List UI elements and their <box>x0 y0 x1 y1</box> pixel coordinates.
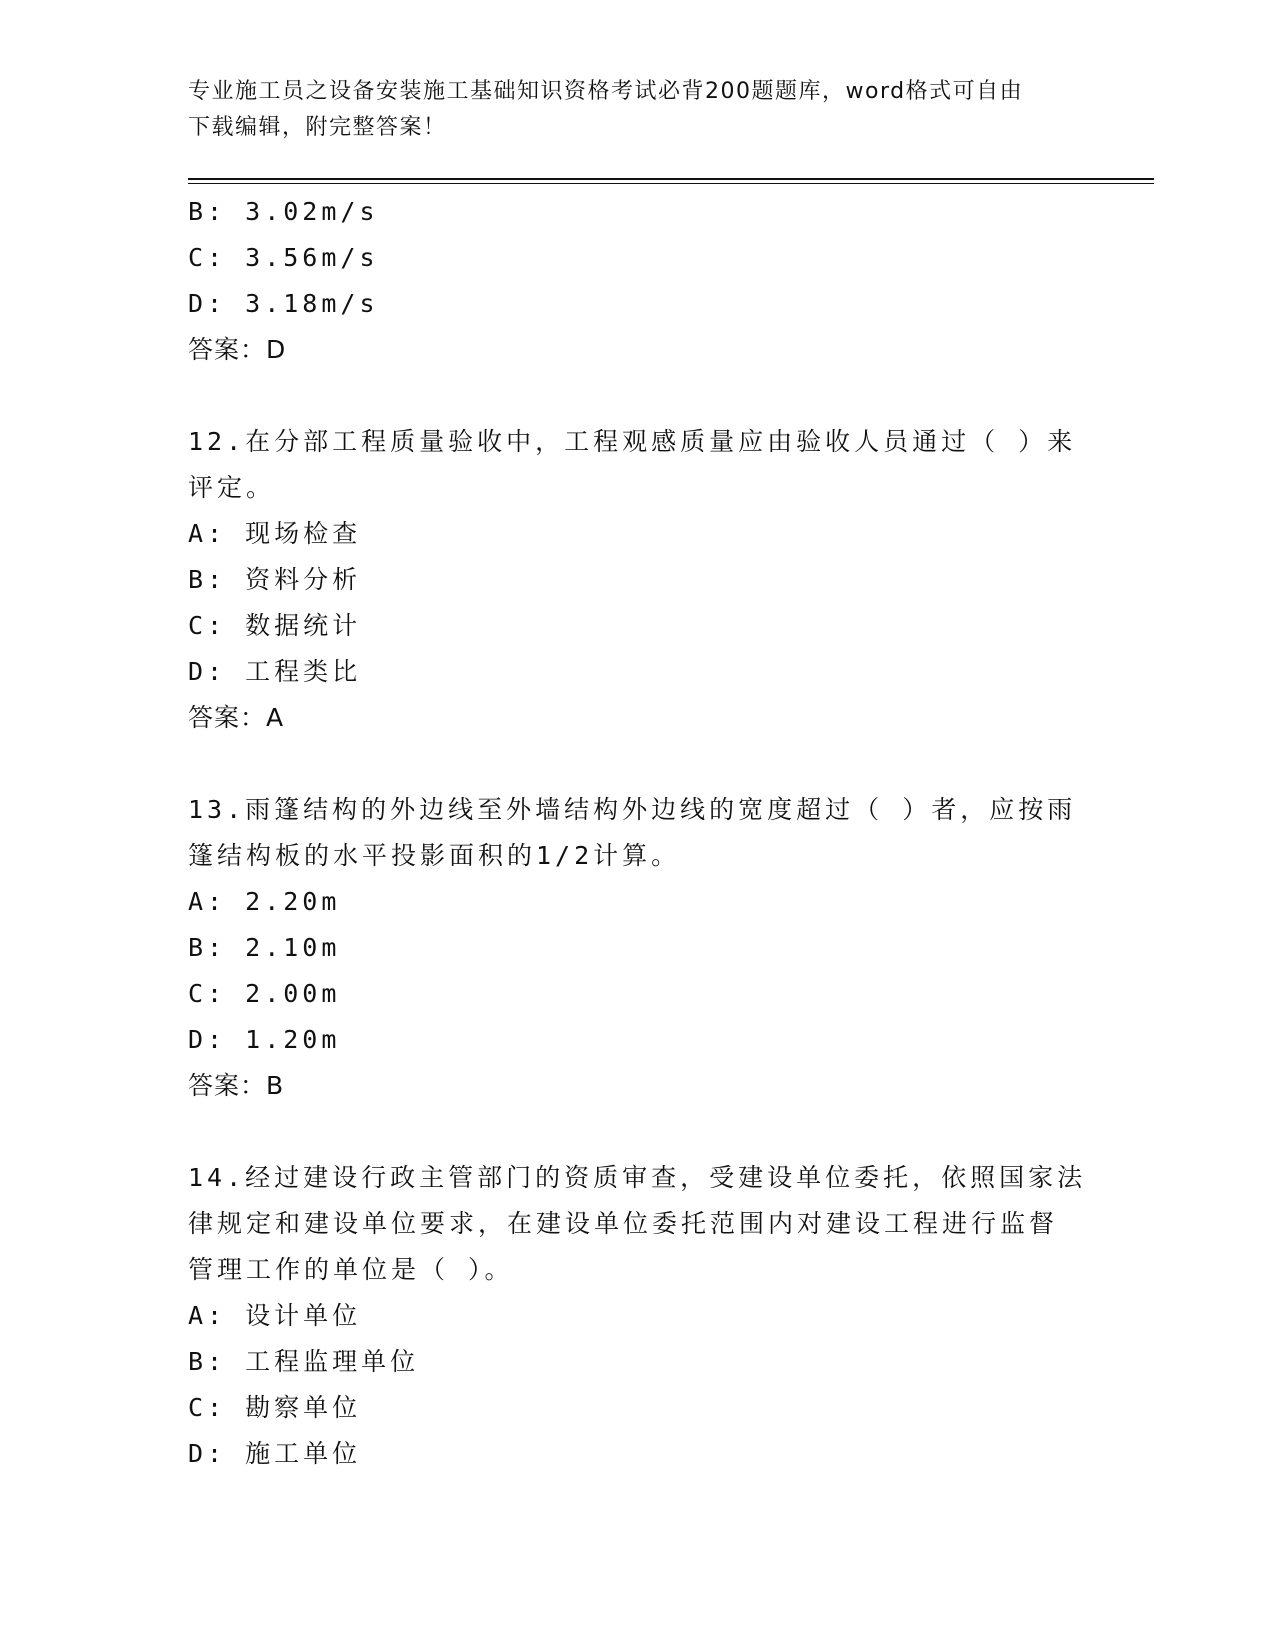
document-header <box>188 74 1088 146</box>
question-stem-cont: 管理工作的单位是（ ）。 <box>188 1255 514 1284</box>
option-c: C: 3.56m/s <box>188 243 379 272</box>
header-divider-thin <box>188 183 1154 184</box>
spacer <box>188 373 1088 419</box>
question-block-12 <box>188 419 1088 741</box>
option-b: B: 2.10m <box>188 933 341 962</box>
question-block-13 <box>188 787 1088 1109</box>
option-c: C: 勘察单位 <box>188 1393 362 1422</box>
option-a: A: 2.20m <box>188 887 341 916</box>
option-b: B: 3.02m/s <box>188 197 379 226</box>
option-c: C: 数据统计 <box>188 611 362 640</box>
question-block-14 <box>188 1155 1088 1477</box>
option-a: A: 现场检查 <box>188 519 362 548</box>
option-d: D: 工程类比 <box>188 657 362 686</box>
header-line-1: 专业施工员之设备安装施工基础知识资格考试必背200题题库，word格式可自由 <box>188 79 1024 104</box>
header-divider-thick <box>188 178 1154 180</box>
option-d: D: 施工单位 <box>188 1439 362 1468</box>
question-stem: 12.在分部工程质量验收中，工程观感质量应由验收人员通过（ ）来 <box>188 427 1077 456</box>
option-d: D: 1.20m <box>188 1025 341 1054</box>
option-d: D: 3.18m/s <box>188 289 379 318</box>
option-b: B: 资料分析 <box>188 565 362 594</box>
question-stem-cont: 评定。 <box>188 473 276 502</box>
option-c: C: 2.00m <box>188 979 341 1008</box>
option-a: A: 设计单位 <box>188 1301 362 1330</box>
answer-line: 答案：D <box>188 335 287 364</box>
question-list <box>188 189 1088 1477</box>
question-stem-cont: 律规定和建设单位要求，在建设单位委托范围内对建设工程进行监督 <box>188 1209 1059 1238</box>
spacer <box>188 741 1088 787</box>
question-stem-cont: 篷结构板的水平投影面积的1/2计算。 <box>188 841 681 870</box>
option-b: B: 工程监理单位 <box>188 1347 420 1376</box>
header-line-2: 下载编辑，附完整答案！ <box>188 115 447 140</box>
answer-line: 答案：A <box>188 703 285 732</box>
spacer <box>188 1109 1088 1155</box>
question-stem: 13.雨篷结构的外边线至外墙结构外边线的宽度超过（ ）者，应按雨 <box>188 795 1077 824</box>
question-block-11 <box>188 189 1088 373</box>
answer-line: 答案：B <box>188 1071 285 1100</box>
question-stem: 14.经过建设行政主管部门的资质审查，受建设单位委托，依照国家法 <box>188 1163 1087 1192</box>
